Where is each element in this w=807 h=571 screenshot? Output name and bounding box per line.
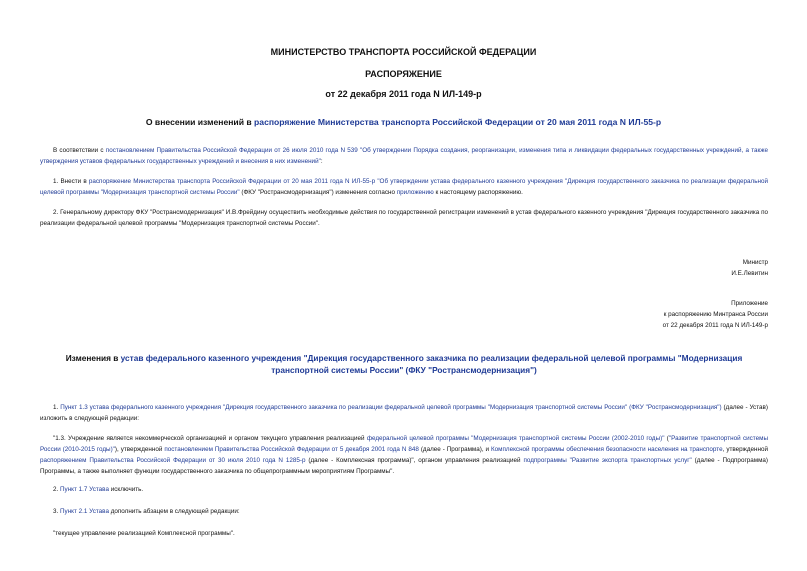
preamble-paragraph bbox=[40, 145, 768, 167]
change-1-text: 1. bbox=[53, 404, 61, 411]
change-3-text-end: дополнить абзацем в следующей редакции: bbox=[108, 508, 240, 515]
item-1-text-mid: (ФКУ "Ространсмодернизация") изменения согласно bbox=[239, 189, 397, 196]
quote-1-text: "1.3. Учреждение является некоммерческой организацией и органом текущего управления реализацией bbox=[53, 435, 367, 442]
signature-name: И.Е.Левитин bbox=[731, 270, 768, 277]
appendix-link[interactable]: приложению bbox=[396, 189, 434, 196]
change-2-link[interactable]: Пункт 1.7 Устава bbox=[60, 486, 109, 493]
order-1285-link[interactable]: распоряжением Правительства Российской Федерации от 30 июля 2010 года N 1285-р bbox=[40, 457, 306, 464]
quote-1-text-6: (далее - Комплексная программа)", органом управления реализацией bbox=[305, 457, 524, 464]
complex-program-link[interactable]: Комплексной программы обеспечения безопасности населения на транспорте bbox=[491, 446, 723, 453]
appendix-label: Приложение bbox=[731, 300, 768, 307]
section-title bbox=[40, 352, 768, 376]
appendix-block bbox=[663, 298, 768, 331]
item-1-text: 1. Внести в bbox=[53, 178, 89, 185]
change-1-paragraph bbox=[40, 402, 768, 424]
title-prefix: О внесении изменений в bbox=[145, 117, 255, 127]
item-2-paragraph: 2. Генеральному директору ФКУ "Ространсмодернизация" И.В.Фрейдину осуществить необходимые действия по государственной регистрации изменений в устав федерального казенного учреждения "Дирекция государственного заказчика по реализации федеральной целевой программы "Модернизация транспортной системы России". bbox=[40, 209, 768, 227]
change-2-text: 2. bbox=[53, 486, 61, 493]
quote-1-text-3: ), утвержденной bbox=[114, 446, 165, 453]
quote-1-text-4: (далее - Программа), и bbox=[418, 446, 492, 453]
quote-1-text-5: , утвержденной bbox=[722, 446, 768, 453]
change-2-paragraph bbox=[40, 484, 768, 495]
item-1-text-end: к настоящему распоряжению. bbox=[433, 189, 523, 196]
preamble-text: В соответствии с bbox=[53, 147, 106, 154]
subprogram-link[interactable]: подпрограммы "Развитие экспорта транспортных услуг" bbox=[523, 457, 692, 464]
change-1-link[interactable]: Пункт 1.3 устава федерального казенного учреждения "Дирекция государственного заказчика по реализации федеральной целевой программы "Модернизация транспортной системы России" (ФКУ "Ространсмодернизация") bbox=[60, 404, 722, 411]
program-link[interactable]: федеральной целевой программы "Модернизация транспортной системы России (2002-2010 годы)" bbox=[366, 435, 665, 442]
change-3-link[interactable]: Пункт 2.1 Устава bbox=[60, 508, 109, 515]
appendix-ref: к распоряжению Минтранса России bbox=[663, 311, 768, 318]
signature-block bbox=[731, 257, 768, 279]
change-2-text-end: исключить. bbox=[108, 486, 144, 493]
item-1-link[interactable]: распоряжение Министерства транспорта Российской Федерации от 20 мая 2011 года N ИЛ-55-р "Об утверждении устава федерального казенного учреждения "Дирекция государственного заказчика по реализации федеральной целевой программы "Модернизация транспортной системы России" bbox=[40, 178, 768, 196]
change-1-text-end: (далее - Устав) изложить в следующей редакции: bbox=[40, 404, 768, 422]
signature-position: Министр bbox=[742, 259, 768, 266]
change-3-paragraph bbox=[40, 506, 768, 517]
resolution-848-link[interactable]: постановлением Правительства Российской Федерации от 5 декабря 2001 года N 848 bbox=[164, 446, 419, 453]
quote-1-text-2: ( bbox=[664, 435, 669, 442]
quote-1-paragraph bbox=[40, 433, 768, 477]
title-link[interactable]: распоряжение Министерства транспорта Российской Федерации от 20 мая 2011 года N ИЛ-55-р bbox=[254, 117, 662, 127]
section-title-link[interactable]: устав федерального казенного учреждения "Дирекция государственного заказчика по реализации федеральной целевой программы "Модернизация транспортной системы России" (ФКУ "Ространсмодернизация") bbox=[120, 353, 743, 375]
quote-1-text-7: (далее - Подпрограмма) Программы, а также выполняет функции государственного заказчика по общепрограммным мероприятиям Программы". bbox=[40, 457, 768, 475]
document-title bbox=[0, 117, 807, 127]
quote-2-paragraph: "текущее управление реализацией Комплексной программы". bbox=[53, 530, 235, 537]
ministry-heading: МИНИСТЕРСТВО ТРАНСПОРТА РОССИЙСКОЙ ФЕДЕРАЦИИ bbox=[270, 47, 537, 57]
appendix-date: от 22 декабря 2011 года N ИЛ-149-р bbox=[662, 322, 768, 329]
preamble-link[interactable]: постановлением Правительства Российской Федерации от 26 июля 2010 года N 539 "Об утверждении Порядка создания, реорганизации, изменения типа и ликвидации федеральных государственных учреждений, а также утверждения уставов федеральных государственных учреждений и внесения в них изменений" bbox=[40, 147, 768, 165]
item-1-paragraph bbox=[40, 176, 768, 198]
program-2010-link[interactable]: "Развитие транспортной системы России (2010-2015 годы)" bbox=[40, 435, 768, 453]
preamble-text-end: : bbox=[320, 158, 323, 165]
document-date: от 22 декабря 2011 года N ИЛ-149-р bbox=[325, 89, 482, 99]
change-3-text: 3. bbox=[53, 508, 61, 515]
document-type: РАСПОРЯЖЕНИЕ bbox=[365, 69, 442, 79]
section-title-prefix: Изменения в bbox=[65, 353, 121, 363]
